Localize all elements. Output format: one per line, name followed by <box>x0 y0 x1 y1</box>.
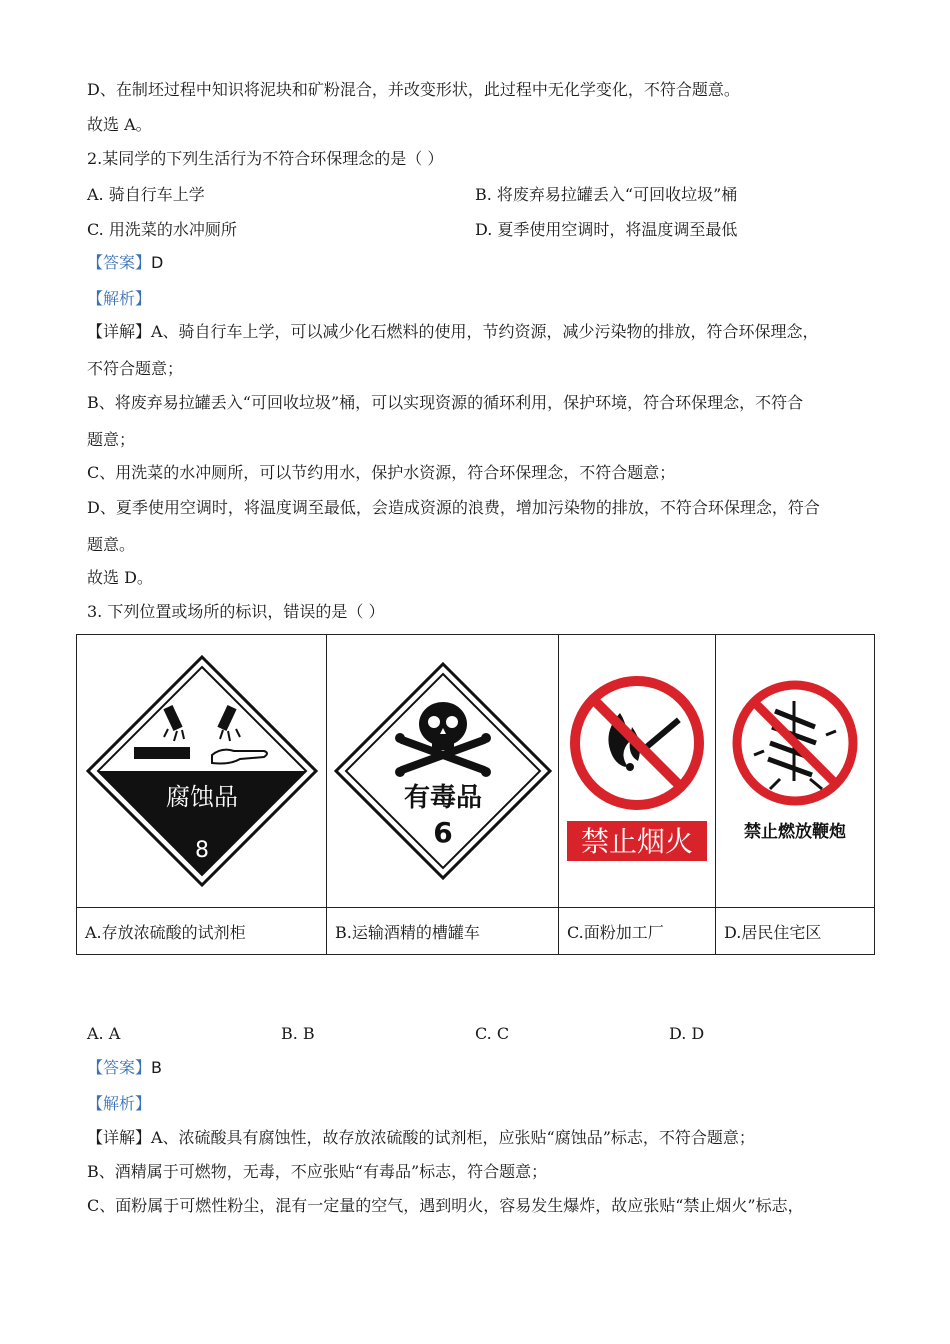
question-3: 3. 下列位置或场所的标识，错误的是（ ） <box>87 602 385 621</box>
text-line: D、在制坯过程中知识将泥块和矿粉混合，并改变形状，此过程中无化学变化，不符合题意。 <box>87 80 740 99</box>
text-line: 故选 A。 <box>87 115 152 134</box>
sign-cell-corrosive <box>77 635 327 908</box>
q3-answer <box>87 1058 162 1078</box>
toxic-label: 有毒品 <box>403 783 482 813</box>
text-line: D、夏季使用空调时，将温度调至最低，会造成资源的浪费，增加污染物的排放，不符合环保理念，符合 <box>87 498 820 517</box>
text-line: 题意； <box>87 430 136 449</box>
caption-c: C.面粉加工厂 <box>559 908 716 955</box>
q3-analysis-tag: 【解析】 <box>87 1094 152 1113</box>
corrosive-sign-icon <box>82 651 322 891</box>
no-fire-sign-icon <box>562 671 712 871</box>
q2-option-b: B. 将废弃易拉罐丢入“可回收垃圾”桶 <box>475 185 738 204</box>
text-line: 不符合题意； <box>87 359 184 378</box>
text-line: B、将废弃易拉罐丢入“可回收垃圾”桶，可以实现资源的循环利用，保护环境，符合环保理念，不符合 <box>87 393 804 412</box>
no-firecrackers-sign-icon <box>720 671 870 871</box>
q3-option-c: C. C <box>475 1024 510 1043</box>
text-line: B、酒精属于可燃物，无毒，不应张贴“有毒品”标志，符合题意； <box>87 1162 548 1181</box>
toxic-sign-icon <box>330 658 556 884</box>
q3-option-d: D. D <box>669 1024 705 1043</box>
text-line: C、面粉属于可燃性粉尘，混有一定量的空气，遇到明火，容易发生爆炸，故应张贴“禁止烟火”标志， <box>87 1196 804 1215</box>
no-fire-label: 禁止烟火 <box>580 825 694 858</box>
q2-option-c: C. 用洗菜的水冲厕所 <box>87 220 237 239</box>
question-2: 2.某同学的下列生活行为不符合环保理念的是（ ） <box>87 149 444 168</box>
text-line: 【详解】A、浓硫酸具有腐蚀性，故存放浓硫酸的试剂柜，应张贴“腐蚀品”标志，不符合题意； <box>87 1128 755 1147</box>
q3-option-b: B. B <box>281 1024 315 1043</box>
answer-value: B <box>151 1058 162 1077</box>
answer-tag: 【答案】 <box>87 253 152 272</box>
q2-option-a: A. 骑自行车上学 <box>87 185 205 204</box>
q3-option-a: A. A <box>87 1024 121 1043</box>
sign-cell-no-firecrackers <box>716 635 875 908</box>
caption-b: B.运输酒精的槽罐车 <box>327 908 559 955</box>
sign-cell-toxic <box>327 635 559 908</box>
text-line: 题意。 <box>87 535 136 554</box>
q2-answer <box>87 253 163 273</box>
corrosive-number: 8 <box>194 838 209 863</box>
answer-tag: 【答案】 <box>87 1058 152 1077</box>
corrosive-label: 腐蚀品 <box>165 783 238 811</box>
sign-cell-no-fire <box>559 635 716 908</box>
text-line: 【详解】A、骑自行车上学，可以减少化石燃料的使用，节约资源，减少污染物的排放，符合环保理念， <box>87 322 819 341</box>
answer-value: D <box>151 253 164 272</box>
q2-option-d: D. 夏季使用空调时，将温度调至最低 <box>475 220 738 239</box>
caption-a: A.存放浓硫酸的试剂柜 <box>77 908 327 955</box>
text-line: C、用洗菜的水冲厕所，可以节约用水，保护水资源，符合环保理念，不符合题意； <box>87 463 676 482</box>
signs-table <box>76 634 874 954</box>
text-line: 故选 D。 <box>87 568 153 587</box>
toxic-number: 6 <box>432 816 453 849</box>
q2-analysis-tag: 【解析】 <box>87 289 152 308</box>
caption-d: D.居民住宅区 <box>716 908 875 955</box>
no-firecrackers-label: 禁止燃放鞭炮 <box>744 822 846 842</box>
